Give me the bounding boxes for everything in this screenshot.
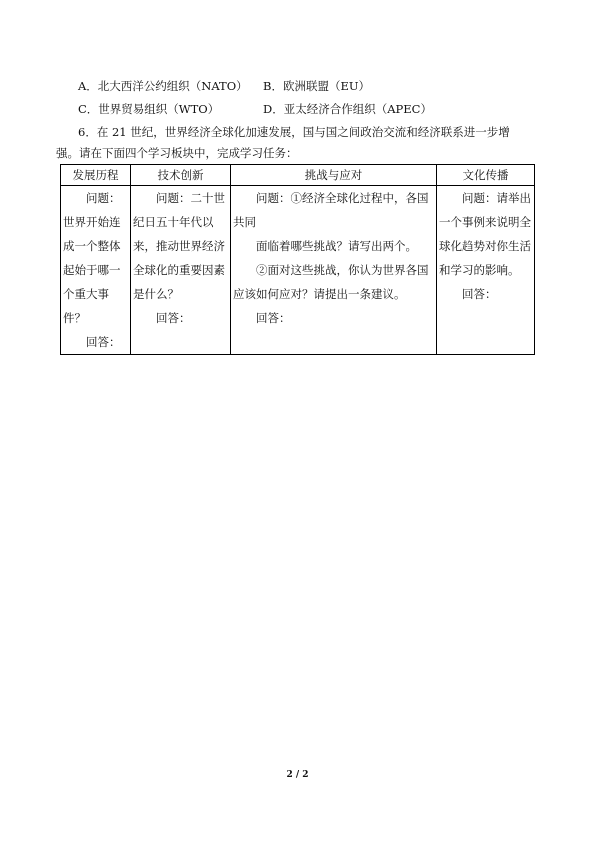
challenges-answer-label: 回答：: [256, 311, 291, 325]
option-d: D．亚太经济合作组织（APEC）: [263, 102, 432, 116]
cell-challenges: [231, 186, 437, 355]
culture-answer-label: 回答：: [462, 287, 497, 301]
table-row: [61, 186, 535, 355]
header-culture: 文化传播: [437, 165, 535, 186]
technology-question: 问题：二十世纪日五十年代以来，推动世界经济全球化的重要因素是什么？: [133, 191, 225, 301]
page-number: 2 / 2: [286, 770, 309, 780]
option-c: C．世界贸易组织（WTO）: [78, 102, 220, 116]
options-row-cd: [78, 101, 432, 117]
cell-culture: [437, 186, 535, 355]
header-development: 发展历程: [61, 165, 131, 186]
challenges-question-2: ②面对这些挑战，你认为世界各国应该如何应对？请提出一条建议。: [233, 263, 429, 301]
technology-answer-label: 回答：: [156, 311, 191, 325]
cell-technology: [131, 186, 231, 355]
learning-tasks-table: [60, 164, 535, 355]
challenges-question-1-cont: 面临着哪些挑战？请写出两个。: [256, 239, 417, 253]
header-technology: 技术创新: [131, 165, 231, 186]
question-6-line-1: 6．在 21 世纪，世界经济全球化加速发展，国与国之间政治交流和经济联系进一步增: [78, 125, 510, 139]
development-question: 问题：世界开始连成一个整体起始于哪一个重大事件？: [63, 191, 121, 325]
option-b: B．欧洲联盟（EU）: [263, 79, 371, 93]
cell-development: [61, 186, 131, 355]
challenges-question-1: 问题：①经济全球化过程中，各国共同: [233, 191, 429, 229]
question-6-line-2: 强。请在下面四个学习板块中，完成学习任务：: [56, 146, 298, 160]
development-answer-label: 回答：: [86, 335, 121, 349]
table-header-row: [61, 165, 535, 186]
options-row-ab: [78, 78, 370, 94]
header-challenges: 挑战与应对: [231, 165, 437, 186]
option-a: A．北大西洋公约组织（NATO）: [78, 79, 248, 93]
culture-question: 问题：请举出一个事例来说明全球化趋势对你生活和学习的影响。: [439, 191, 531, 277]
